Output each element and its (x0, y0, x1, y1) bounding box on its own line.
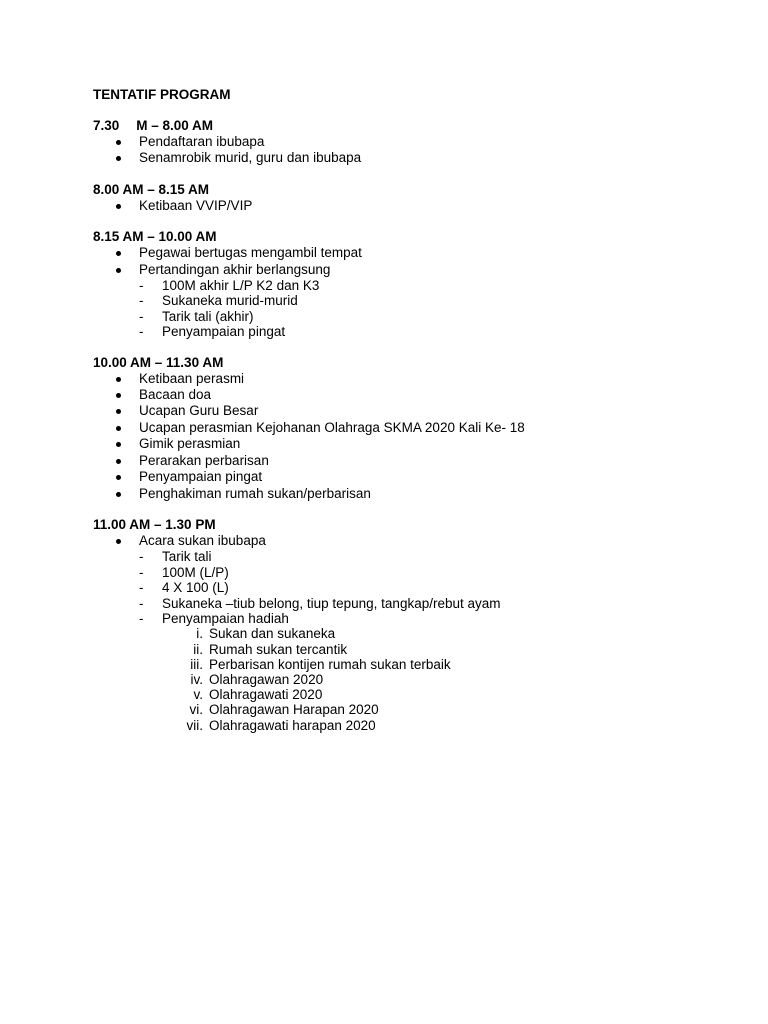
prize-number: iv. (190, 671, 203, 687)
prize-text: Olahragawan Harapan 2020 (209, 702, 379, 718)
bullet-icon (116, 539, 121, 544)
time-slot-range: 11.00 AM – 1.30 PM (93, 516, 216, 532)
prize-text: Olahragawati harapan 2020 (209, 717, 376, 733)
dash-icon: - (139, 278, 144, 294)
prize-text: Perbarisan kontijen rumah sukan terbaik (209, 656, 451, 672)
dash-icon: - (139, 308, 144, 324)
schedule-section (93, 182, 713, 214)
schedule-section (93, 517, 713, 733)
activity-list (93, 134, 713, 167)
prize-text: Olahragawan 2020 (209, 671, 324, 687)
activity-text: Acara sukan ibubapa (139, 532, 266, 548)
activity-text: Pertandingan akhir berlangsung (139, 261, 331, 277)
program-schedule (93, 87, 713, 748)
activity-item (93, 150, 713, 166)
sub-activity-item (93, 309, 713, 324)
sub-activity-item (93, 549, 713, 564)
prize-item (93, 657, 713, 672)
activity-text: Ketibaan VVIP/VIP (139, 197, 253, 213)
dash-icon: - (139, 293, 144, 309)
activity-list (93, 198, 713, 214)
bullet-icon (116, 459, 121, 464)
activity-item (93, 134, 713, 150)
bullet-icon (116, 393, 121, 398)
sub-activity-text: 100M akhir L/P K2 dan K3 (162, 278, 320, 294)
activity-item (93, 198, 713, 214)
bullet-icon (116, 409, 121, 414)
bullet-icon (116, 492, 121, 497)
activity-text: Perarakan perbarisan (139, 452, 269, 468)
prize-text: Sukan dan sukaneka (209, 626, 336, 642)
activity-item (93, 403, 713, 419)
activity-item (93, 387, 713, 403)
bullet-icon (116, 426, 121, 431)
prize-list (93, 626, 713, 732)
sub-activity-item (93, 293, 713, 308)
time-slot-heading (93, 517, 713, 533)
sub-activity-item (93, 596, 713, 611)
prize-number: i. (196, 626, 203, 642)
dash-icon: - (139, 580, 144, 596)
activity-item (93, 486, 713, 502)
sub-activity-item (93, 324, 713, 339)
sub-activity-text: 100M (L/P) (162, 564, 229, 580)
prize-item (93, 642, 713, 657)
sub-activity-text: Penyampaian pingat (162, 324, 286, 340)
activity-text: Bacaan doa (139, 387, 212, 403)
bullet-icon (116, 475, 121, 480)
dash-icon: - (139, 324, 144, 340)
bullet-icon (116, 204, 121, 209)
activity-list (93, 245, 713, 339)
sub-activity-item (93, 611, 713, 626)
activity-item (93, 262, 713, 278)
activity-text: Penyampaian pingat (139, 469, 263, 485)
prize-number: v. (193, 687, 203, 703)
sub-activity-item (93, 580, 713, 595)
time-slot-heading (93, 118, 713, 134)
activity-text: Penghakiman rumah sukan/perbarisan (139, 485, 371, 501)
sub-activity-text: Sukaneka –tiub belong, tiup tepung, tangkap/rebut ayam (162, 595, 501, 611)
prize-item (93, 718, 713, 733)
prize-item (93, 672, 713, 687)
prize-number: ii. (193, 641, 203, 657)
activity-text: Senamrobik murid, guru dan ibubapa (139, 150, 362, 166)
sub-activity-item (93, 565, 713, 580)
sub-activity-text: Tarik tali (akhir) (162, 308, 254, 324)
activity-item (93, 533, 713, 549)
activity-item (93, 469, 713, 485)
time-slot-range: 8.15 AM – 10.00 AM (93, 229, 217, 245)
prize-text: Olahragawati 2020 (209, 687, 323, 703)
prize-number: vi. (189, 702, 203, 718)
time-slot-range: 8.00 AM – 8.15 AM (93, 181, 210, 197)
prize-number: vii. (186, 717, 203, 733)
time-slot-range: M – 8.00 AM (136, 118, 214, 133)
activity-text: Ucapan Guru Besar (139, 403, 259, 419)
prize-text: Rumah sukan tercantik (209, 641, 348, 657)
activity-item (93, 245, 713, 261)
dash-icon: - (139, 549, 144, 565)
schedule-section (93, 229, 713, 339)
activity-list (93, 371, 713, 502)
activity-item (93, 420, 713, 436)
schedule-sections (93, 118, 713, 733)
bullet-icon (116, 442, 121, 447)
schedule-section (93, 355, 713, 502)
time-slot-range: 10.00 AM – 11.30 AM (93, 354, 224, 370)
sub-activity-item (93, 278, 713, 293)
sub-activity-text: 4 X 100 (L) (162, 580, 229, 596)
sub-activity-text: Penyampaian hadiah (162, 610, 289, 626)
activity-text: Ucapan perasmian Kejohanan Olahraga SKMA 2020 Kali Ke- 18 (139, 419, 525, 435)
activity-text: Ketibaan perasmi (139, 370, 245, 386)
time-slot-heading (93, 182, 713, 198)
activity-text: Gimik perasmian (139, 436, 241, 452)
time-slot-start: 7.30 (93, 118, 120, 133)
time-slot-heading (93, 229, 713, 245)
sub-activity-list (93, 549, 713, 732)
sub-activity-text: Tarik tali (162, 549, 212, 565)
prize-item (93, 626, 713, 641)
activity-item (93, 371, 713, 387)
activity-text: Pendaftaran ibubapa (139, 134, 265, 149)
bullet-icon (116, 268, 121, 273)
bullet-icon (116, 377, 121, 382)
dash-icon: - (139, 610, 144, 626)
time-slot-heading (93, 355, 713, 371)
activity-item (93, 436, 713, 452)
prize-item (93, 687, 713, 702)
dash-icon: - (139, 595, 144, 611)
activity-text: Pegawai bertugas mengambil tempat (139, 245, 362, 261)
sub-activity-list (93, 278, 713, 340)
bullet-icon (116, 156, 121, 161)
bullet-icon (116, 140, 121, 145)
activity-item (93, 453, 713, 469)
bullet-icon (116, 251, 121, 256)
schedule-section (93, 118, 713, 167)
activity-list (93, 533, 713, 733)
prize-item (93, 702, 713, 717)
prize-number: iii. (190, 656, 203, 672)
dash-icon: - (139, 564, 144, 580)
sub-activity-text: Sukaneka murid-murid (162, 293, 298, 309)
document-title: TENTATIF PROGRAM (93, 87, 231, 102)
